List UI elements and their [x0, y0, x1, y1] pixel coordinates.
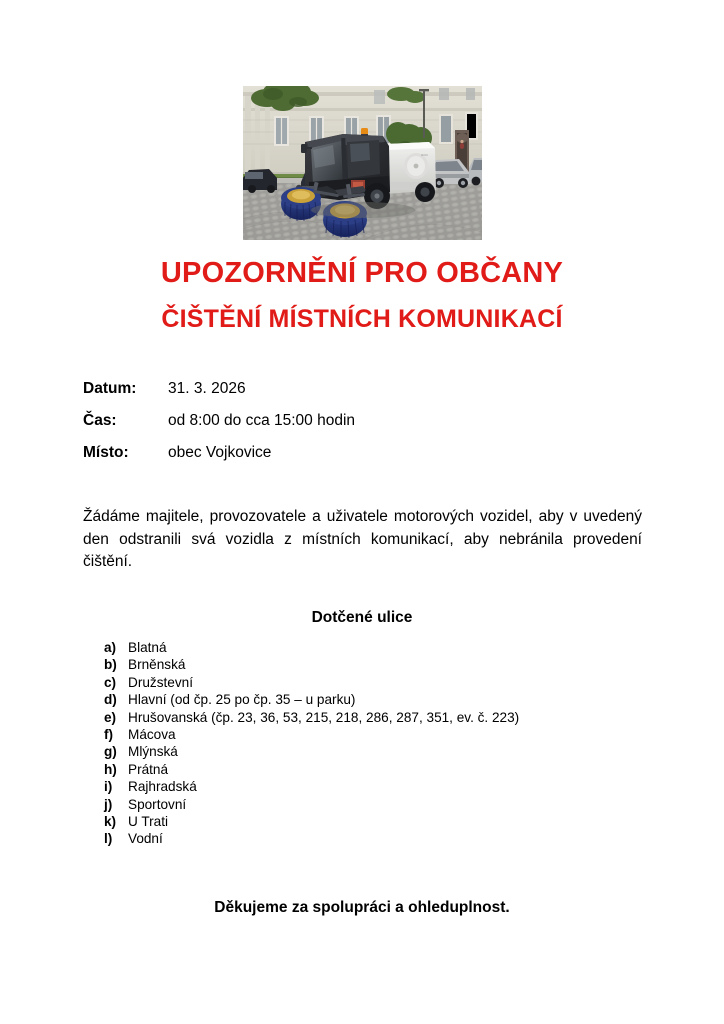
- list-item-marker: l): [104, 831, 113, 847]
- list-item-label: Blatná: [128, 640, 167, 655]
- list-item-label: Mácova: [128, 726, 176, 742]
- list-item-marker: i): [104, 779, 113, 795]
- list-item: [104, 813, 624, 830]
- detail-label-misto: Místo:: [83, 444, 129, 461]
- list-item: [104, 639, 624, 656]
- list-item: [104, 691, 624, 708]
- list-item-marker: d): [104, 692, 117, 708]
- list-item-label: Brněnská: [128, 657, 186, 673]
- detail-value-cas: od 8:00 do cca 15:00 hodin: [168, 412, 356, 429]
- list-item-marker: c): [104, 674, 117, 690]
- detail-label-datum: Datum:: [83, 380, 137, 397]
- list-item: [104, 674, 624, 691]
- photo-image: [243, 86, 482, 240]
- detail-value-misto: obec Vojkovice: [168, 444, 272, 461]
- list-item-label: Mlýnská: [128, 744, 178, 760]
- list-item-label: Hlavní (od čp. 25 po čp. 35 – u parku): [128, 692, 356, 708]
- list-item-marker: j): [104, 796, 113, 812]
- detail-value-datum: 31. 3. 2026: [168, 380, 246, 397]
- list-item-marker: f): [104, 726, 114, 742]
- street-sweeper-photo: [243, 86, 482, 240]
- streets-list: [104, 639, 624, 848]
- list-item: [104, 656, 624, 673]
- list-item-marker: g): [104, 744, 117, 760]
- list-item: [104, 796, 624, 813]
- list-item-label: Prátná: [128, 761, 169, 777]
- notice-paragraph: Žádáme majitele, provozovatele a uživatele motorových vozidel, aby v uvedený den odstranili svá vozidla z místních komunikací, aby nebránila provedení čištění.: [83, 508, 642, 570]
- list-item-label: Sportovní: [128, 796, 187, 812]
- list-item-label: Hrušovanská (čp. 23, 36, 53, 215, 218, 286, 287, 351, ev. č. 223): [128, 709, 520, 725]
- streets-section-title: Dotčené ulice: [311, 609, 413, 626]
- page-title-secondary: ČIŠTĚNÍ MÍSTNÍCH KOMUNIKACÍ: [161, 305, 563, 333]
- thanks-line: Děkujeme za spolupráci a ohleduplnost.: [214, 899, 510, 916]
- list-item: [104, 761, 624, 778]
- list-item-marker: b): [104, 657, 117, 673]
- detail-row-datum: [83, 380, 483, 412]
- list-item: [104, 743, 624, 760]
- list-item-label: U Trati: [128, 813, 169, 829]
- svg-text:ooo: ooo: [421, 152, 428, 157]
- list-item: [104, 778, 624, 795]
- list-item-marker: k): [104, 813, 117, 829]
- detail-row-cas: [83, 412, 483, 444]
- list-item-marker: e): [104, 709, 117, 725]
- list-item: [104, 726, 624, 743]
- event-details: [83, 380, 483, 476]
- list-item-label: Družstevní: [128, 674, 193, 690]
- detail-row-misto: [83, 444, 483, 476]
- list-item-marker: h): [104, 761, 117, 777]
- detail-label-cas: Čas:: [83, 412, 117, 429]
- list-item-label: Rajhradská: [128, 779, 197, 795]
- page-title-primary: UPOZORNĚNÍ PRO OBČANY: [160, 257, 564, 289]
- list-item-label: Vodní: [128, 831, 163, 847]
- list-item: [104, 709, 624, 726]
- list-item: [104, 830, 624, 847]
- list-item-marker: a): [104, 640, 117, 655]
